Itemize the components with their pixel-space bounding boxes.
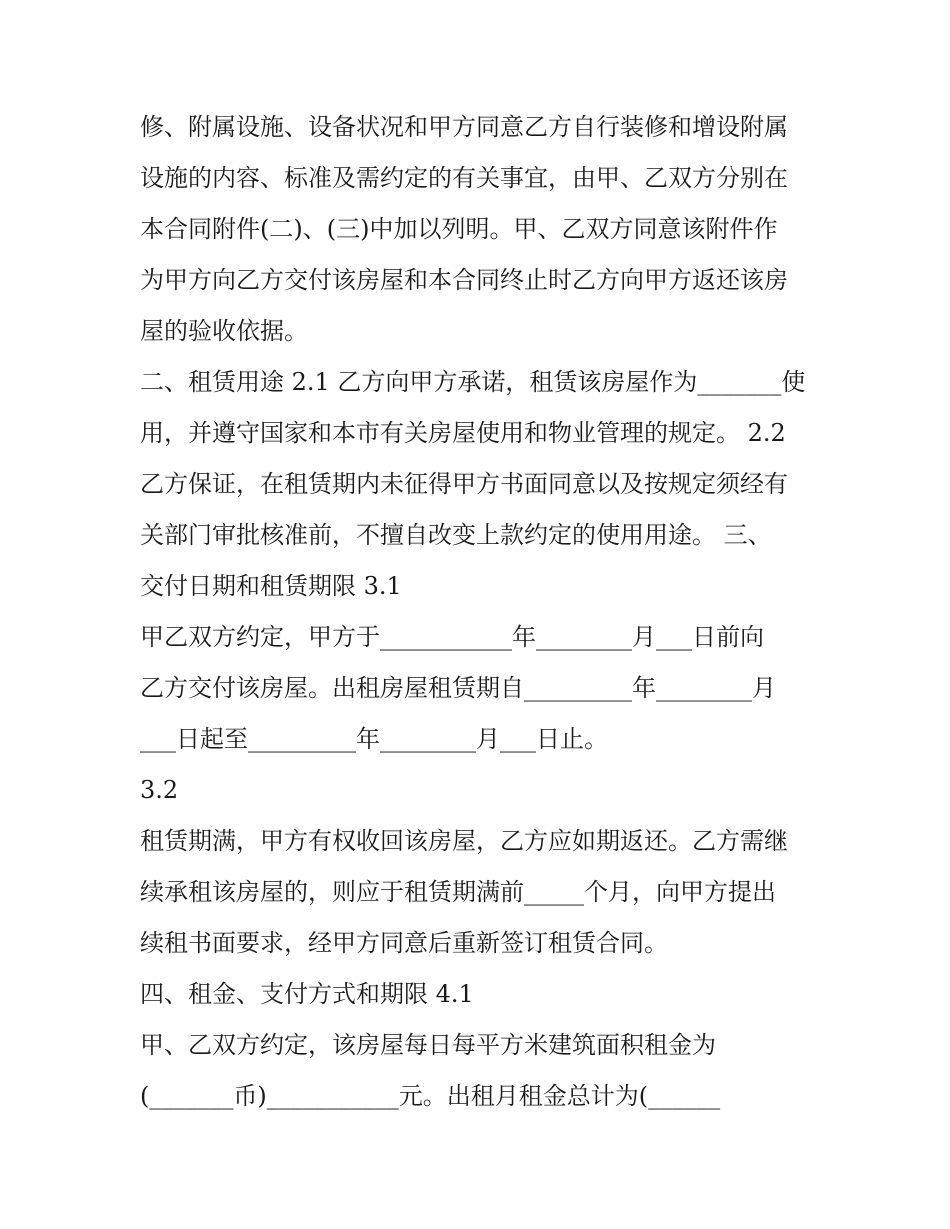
text-line: 乙方交付该房屋。出租房屋租赁期自_________年________月 bbox=[140, 674, 776, 702]
text-line: 屋的验收依据。 bbox=[140, 317, 308, 345]
text-line: 为甲方向乙方交付该房屋和本合同终止时乙方向甲方返还该房 bbox=[140, 266, 788, 294]
contract-body-text bbox=[140, 102, 830, 1122]
text-line: (_______币)___________元。出租月租金总计为(______ bbox=[140, 1082, 721, 1110]
text-line: 交付日期和租赁期限 3.1 bbox=[140, 572, 402, 600]
text-line: 甲、乙双方约定，该房屋每日每平方米建筑面积租金为 bbox=[140, 1031, 716, 1059]
text-line: 用，并遵守国家和本市有关房屋使用和物业管理的规定。 2.2 bbox=[140, 419, 786, 447]
text-line: 四、租金、支付方式和期限 4.1 bbox=[140, 980, 474, 1008]
text-line: 乙方保证，在租赁期内未征得甲方书面同意以及按规定须经有 bbox=[140, 470, 788, 498]
text-line: ___日起至_________年________月___日止。 bbox=[140, 725, 608, 753]
text-line: 二、租赁用途 2.1 乙方向甲方承诺，租赁该房屋作为_______使 bbox=[140, 368, 806, 396]
text-line: 关部门审批核准前，不擅自改变上款约定的使用用途。 三、 bbox=[140, 521, 772, 549]
text-line: 设施的内容、标准及需约定的有关事宜，由甲、乙双方分别在 bbox=[140, 164, 788, 192]
text-line: 续承租该房屋的，则应于租赁期满前_____个月，向甲方提出 bbox=[140, 878, 776, 906]
text-line: 本合同附件(二)、(三)中加以列明。甲、乙双方同意该附件作 bbox=[140, 215, 778, 243]
text-line: 修、附属设施、设备状况和甲方同意乙方自行装修和增设附属 bbox=[140, 113, 788, 141]
text-line: 租赁期满，甲方有权收回该房屋，乙方应如期返还。乙方需继 bbox=[140, 827, 788, 855]
text-line: 甲乙双方约定，甲方于___________年________月___日前向 bbox=[140, 623, 764, 651]
text-line: 3.2 bbox=[140, 776, 179, 804]
text-line: 续租书面要求，经甲方同意后重新签订租赁合同。 bbox=[140, 929, 668, 957]
